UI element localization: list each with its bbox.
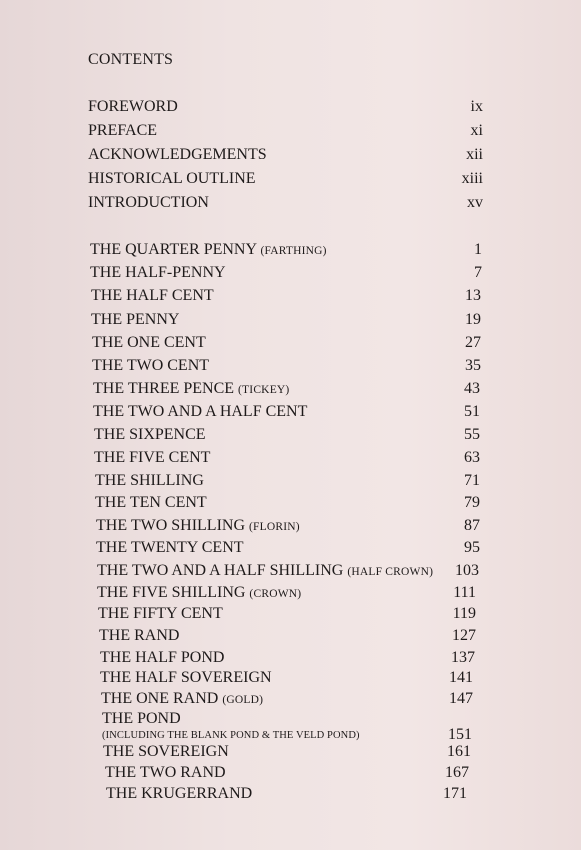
toc-entry: [100, 667, 473, 689]
toc-entry-page: 63: [464, 449, 480, 466]
toc-entry: [94, 424, 480, 446]
toc-entry-title: THE PENNY: [91, 311, 180, 328]
toc-entry-page: 27: [465, 334, 481, 351]
toc-entry: [103, 741, 471, 763]
toc-entry-page: 7: [474, 264, 482, 281]
toc-entry-page: 171: [443, 785, 467, 802]
toc-entry-title: THE TWO CENT: [92, 357, 210, 374]
toc-entry-introduction: [88, 192, 483, 214]
toc-entry-title: THE HALF SOVEREIGN: [100, 669, 272, 686]
toc-entry-title: PREFACE: [88, 122, 158, 139]
toc-entry: [106, 783, 467, 805]
toc-entry-page: 51: [464, 403, 480, 420]
toc-entry-title: THE FIVE SHILLING (CROWN): [97, 584, 302, 601]
toc-entry-title: THE THREE PENCE (TICKEY): [93, 380, 290, 397]
toc-entry-page: 43: [464, 380, 480, 397]
toc-entry-title: THE ONE RAND (GOLD): [101, 690, 264, 707]
toc-entry-title: THE FIVE CENT: [94, 449, 211, 466]
toc-entry-title: THE SOVEREIGN: [103, 743, 229, 760]
toc-entry: [97, 582, 476, 604]
toc-entry-page: xii: [466, 146, 483, 163]
toc-entry-page: 127: [452, 627, 476, 644]
toc-entry-title: THE TWO AND A HALF CENT: [93, 403, 308, 420]
toc-entry-title: THE HALF POND: [100, 649, 225, 666]
toc-entry-page: 161: [447, 743, 471, 760]
toc-entry-page: 55: [464, 426, 480, 443]
toc-entry: [96, 537, 480, 559]
toc-entry-title: ACKNOWLEDGEMENTS: [88, 146, 267, 163]
toc-entry: [94, 447, 480, 469]
toc-entry-page: 141: [449, 669, 473, 686]
toc-entry-title: THE ONE CENT: [92, 334, 206, 351]
toc-entry-page: 1: [474, 241, 482, 258]
toc-entry: [91, 309, 481, 331]
toc-entry: [98, 603, 476, 625]
toc-entry-title: THE HALF-PENNY: [90, 264, 226, 281]
toc-entry-foreword: [88, 96, 483, 118]
toc-entry-historical-outline: [88, 168, 483, 190]
toc-entry: [95, 470, 480, 492]
toc-entry-page: 71: [464, 472, 480, 489]
toc-entry: [91, 285, 481, 307]
toc-entry-page: 103: [455, 562, 479, 579]
toc-entry-title: THE TWENTY CENT: [96, 539, 244, 556]
toc-entry-title: THE QUARTER PENNY (FARTHING): [90, 241, 327, 258]
toc-entry-title: THE KRUGERRAND: [106, 785, 253, 802]
toc-entry-title: THE SIXPENCE: [94, 426, 206, 443]
toc-entry-page: 119: [452, 605, 476, 622]
toc-entry-title: THE FIFTY CENT: [98, 605, 223, 622]
toc-entry-page: 79: [464, 494, 480, 511]
toc-entry-title: THE TWO SHILLING (FLORIN): [96, 517, 300, 534]
toc-entry-title: HISTORICAL OUTLINE: [88, 170, 256, 187]
toc-entry-page: xi: [470, 122, 483, 139]
toc-entry-page: ix: [470, 98, 483, 115]
toc-entry: [90, 239, 482, 261]
toc-entry-page: 111: [453, 584, 476, 601]
toc-entry-title: THE POND (INCLUDING THE BLANK POND & THE VELD POND): [102, 710, 360, 741]
toc-entry: [96, 515, 480, 537]
toc-entry: [93, 378, 480, 400]
toc-entry-title: THE TWO RAND: [105, 764, 226, 781]
toc-entry: [95, 492, 480, 514]
toc-entry: [92, 332, 481, 354]
toc-entry-title: THE SHILLING: [95, 472, 204, 489]
toc-entry-page: 167: [445, 764, 469, 781]
toc-entry-page: xv: [467, 194, 483, 211]
toc-entry-title: THE TEN CENT: [95, 494, 207, 511]
toc-entry-acknowledgements: [88, 144, 483, 166]
toc-entry: [105, 762, 469, 784]
toc-entry: [99, 625, 476, 647]
toc-entry-page: 95: [464, 539, 480, 556]
toc-entry-title: FOREWORD: [88, 98, 178, 115]
toc-entry: [90, 262, 482, 284]
toc-entry-page: 35: [465, 357, 481, 374]
toc-entry-title: THE TWO AND A HALF SHILLING (HALF CROWN): [97, 562, 434, 579]
toc-entry-page: 151: [448, 726, 472, 743]
page-title: CONTENTS: [88, 51, 174, 68]
toc-entry: [97, 560, 479, 582]
toc-entry-page: 13: [465, 287, 481, 304]
toc-entry: [93, 401, 480, 423]
toc-entry-preface: [88, 120, 483, 142]
toc-entry-page: 87: [464, 517, 480, 534]
toc-entry-title: INTRODUCTION: [88, 194, 209, 211]
toc-entry-page: 147: [449, 690, 473, 707]
toc-entry-page: xiii: [461, 170, 483, 187]
toc-entry-page: 137: [451, 649, 475, 666]
toc-entry-page: 19: [465, 311, 481, 328]
toc-entry: [101, 688, 473, 710]
toc-entry-title: THE HALF CENT: [91, 287, 214, 304]
toc-entry: [92, 355, 481, 377]
toc-entry: [100, 647, 475, 669]
toc-entry-title: THE RAND: [99, 627, 180, 644]
